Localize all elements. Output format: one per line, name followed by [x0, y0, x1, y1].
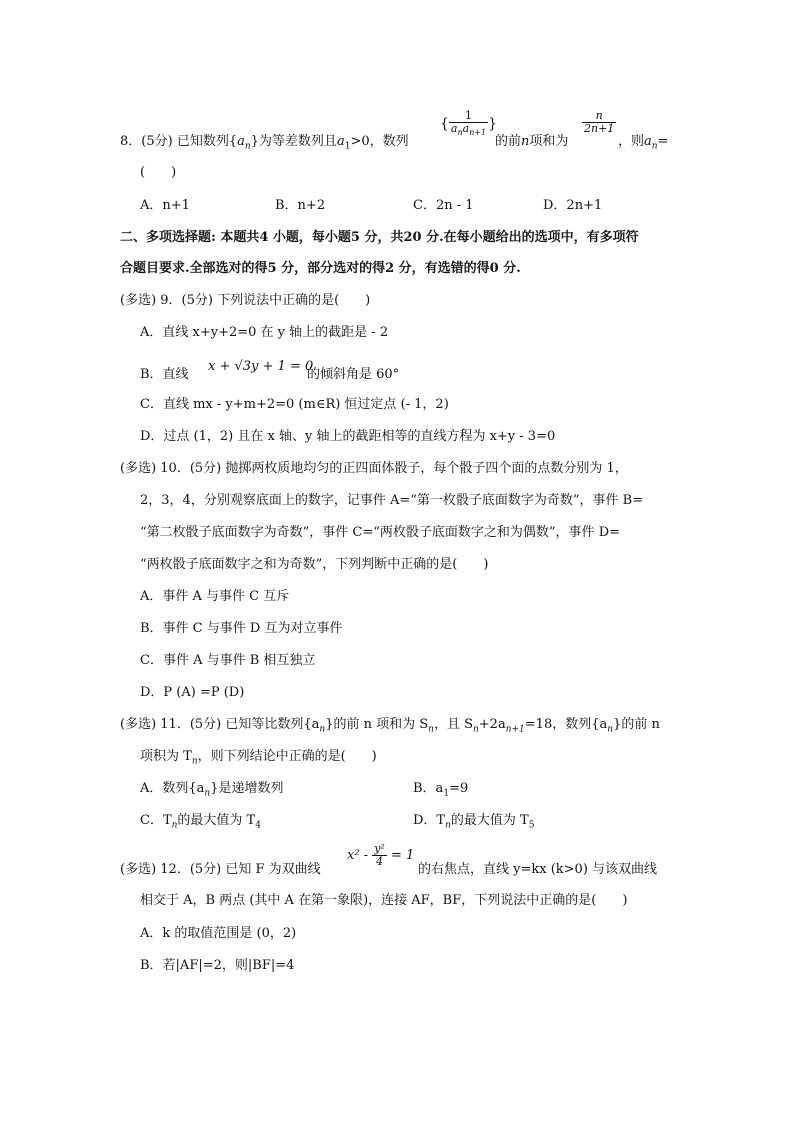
q10-line3-text: “第二枚骰子底面数字为奇数”，事件 C=“两枚骰子底面数字之和为偶数”，事件 D=	[140, 525, 621, 540]
q11-option-a[interactable]	[140, 780, 284, 803]
q9-option-b[interactable]	[140, 366, 189, 384]
q10-option-a[interactable]	[140, 588, 289, 606]
q8-option-c[interactable]	[413, 197, 474, 215]
q8-a: a	[237, 134, 245, 149]
q11-a-a: A．数列{a	[140, 781, 205, 796]
q8-an: a	[644, 134, 652, 149]
q11-b-a: B．a	[413, 781, 444, 796]
q8-frac-den-sub1: n	[457, 128, 463, 138]
q12-option-a-text: A．k 的取值范围是 (0，2)	[140, 926, 297, 941]
q10-option-b-text: B．事件 C 与事件 D 互为对立事件	[140, 621, 343, 636]
q9-stem-text: (多选) 9．(5分) 下列说法中正确的是( )	[120, 293, 371, 308]
q9-option-b-equation	[208, 358, 313, 376]
q11-c-a: C．T	[140, 813, 172, 828]
q8-text-c: >0，数列	[350, 134, 409, 149]
q8-text-a: 8．(5分) 已知数列{	[120, 134, 238, 149]
q10-option-d[interactable]	[140, 684, 244, 702]
q11-l2-b: ，则下列结论中正确的是( )	[197, 749, 377, 764]
q11-l1-e: =18，数列{a	[524, 717, 608, 732]
q10-option-a-text: A．事件 A 与事件 C 互斥	[140, 589, 290, 604]
q9-option-d[interactable]	[140, 428, 555, 446]
q8-stem-3	[618, 133, 668, 156]
q11-l1-a: (多选) 11．(5分) 已知等比数列{a	[120, 717, 320, 732]
q10-line4	[140, 556, 488, 574]
q10-option-b[interactable]	[140, 620, 342, 638]
q9-stem	[120, 292, 370, 310]
q9-option-a[interactable]	[140, 324, 388, 342]
q11-l1-d: +2a	[478, 717, 506, 732]
q10-line1	[120, 460, 628, 478]
q11-a-b: }是递增数列	[210, 781, 284, 796]
q10-line2	[140, 492, 643, 510]
q12-l2-text: 相交于 A，B 两点 (其中 A 在第一象限)，连接 AF，BF，下列说法中正确的是( )	[140, 893, 628, 908]
section2-line2	[120, 260, 521, 278]
q11-d-sub: n	[445, 820, 451, 831]
section2-line2-text: 合题目要求.全部选对的得5 分，部分选对的得2 分，有选错的得0 分.	[120, 261, 521, 276]
q8-an-sub: n	[651, 141, 658, 152]
q12-line1-b	[418, 861, 657, 879]
q8-frac-den-sub2: n+1	[469, 128, 487, 138]
q10-line2-text: 2，3，4，分别观察底面上的数字，记事件 A=“第一枚骰子底面数字为奇数”，事件 B=	[140, 493, 644, 508]
q10-option-d-text: D．P (A) =P (D)	[140, 685, 245, 700]
q11-a-sub: n	[204, 788, 211, 799]
q9-option-b-pre: B．直线	[140, 367, 189, 382]
q11-c-b: 的最大值为 T	[177, 813, 256, 828]
q12-equation	[347, 843, 414, 868]
q9-option-a-text: A．直线 x+y+2=0 在 y 轴上的截距是 - 2	[140, 325, 389, 340]
q11-l1-sub: n	[319, 724, 326, 735]
q8-text-f: ，则	[618, 134, 645, 149]
q11-b-b: =9	[449, 781, 469, 796]
q12-option-a[interactable]	[140, 925, 296, 943]
q9-option-b-math: x + √3y + 1 = 0	[208, 359, 314, 374]
q8-text-g: =	[657, 134, 669, 149]
q8-sub: n	[244, 141, 251, 152]
q11-l1-c: ，且 S	[433, 717, 473, 732]
q11-d-sub2: 5	[528, 820, 535, 831]
q8-option-d-text: D．2n+1	[543, 198, 603, 213]
q12-eq-x: x² -	[347, 848, 373, 863]
q8-sum-num: n	[582, 110, 616, 123]
q11-option-b[interactable]	[413, 780, 468, 803]
q8-stem-2	[495, 133, 568, 151]
q8-stem	[120, 133, 409, 156]
q8-a1: a	[336, 134, 345, 149]
q8-paren-text: ( )	[140, 165, 177, 180]
q11-l2-sub: n	[191, 756, 198, 767]
q8-text-b: }为等差数列且	[250, 134, 337, 149]
q11-option-c[interactable]	[140, 812, 261, 835]
q11-d-b: 的最大值为 T	[450, 813, 529, 828]
q8-option-d[interactable]	[543, 197, 602, 215]
q12-eq-rhs: = 1	[386, 848, 415, 863]
q12-line2	[140, 892, 627, 910]
q9-option-b-post	[307, 366, 399, 384]
q8-frac-block	[440, 110, 497, 139]
q8-option-b-text: B．n+2	[275, 198, 326, 213]
q11-line2	[140, 748, 377, 771]
q9-option-b-post-text: 的倾斜角是 60°	[307, 367, 400, 382]
section2-line1-text: 二、多项选择题: 本题共4 小题，每小题5 分，共20 分.在每小题给出的选项中，有多项符	[120, 230, 639, 245]
q8-text-d: 的前	[495, 134, 522, 149]
q8-option-b[interactable]	[275, 197, 325, 215]
q11-l1-sub4: n+1	[505, 724, 525, 735]
q8-sum-den: 2n+1	[584, 122, 615, 135]
q11-option-d[interactable]	[413, 812, 534, 835]
q11-l2-a: 项积为 T	[140, 749, 192, 764]
q8-paren	[140, 164, 176, 182]
q12-option-b[interactable]	[140, 957, 294, 975]
q9-option-c-text: C．直线 mx - y+m+2=0 (m∈R) 恒过定点 (- 1，2)	[140, 397, 449, 412]
q8-sum-frac	[582, 110, 616, 135]
q10-line4-text: “两枚骰子底面数字之和为奇数”，下列判断中正确的是( )	[140, 557, 489, 572]
q10-line3	[140, 524, 620, 542]
q11-l1-b: }的前 n 项和为 S	[325, 717, 429, 732]
q12-l1-a: (多选) 12．(5分) 已知 F 为双曲线	[120, 862, 321, 877]
q11-line1	[120, 716, 660, 739]
q8-sub1: 1	[344, 141, 351, 152]
q8-frac-den	[449, 123, 488, 139]
q12-line1	[120, 861, 321, 879]
q12-l1-b: 的右焦点，直线 y=kx (k>0) 与该双曲线	[418, 862, 658, 877]
q10-option-c-text: C．事件 A 与事件 B 相互独立	[140, 653, 316, 668]
q11-b-sub: 1	[443, 788, 450, 799]
q11-l1-sub5: n	[607, 724, 614, 735]
q12-eq-frac	[372, 843, 387, 868]
q10-line1-text: (多选) 10．(5分) 抛掷两枚质地均匀的正四面体骰子，每个骰子四个面的点数分别为 1，	[120, 461, 628, 476]
q8-fraction	[449, 110, 488, 139]
q8-frac-den-a2: a	[462, 122, 470, 135]
q8-frac-num: 1	[449, 110, 488, 123]
q11-d-a: D．T	[413, 813, 446, 828]
q11-c-sub: n	[171, 820, 178, 831]
q8-option-a-text: A．n+1	[140, 198, 190, 213]
q11-l1-sub3: n	[472, 724, 479, 735]
q8-option-a[interactable]	[140, 197, 190, 215]
q8-text-e: 项和为	[529, 134, 569, 149]
q8-n: n	[521, 134, 530, 149]
q8-brace-right: }	[488, 116, 498, 133]
q9-option-d-text: D．过点 (1，2) 且在 x 轴、y 轴上的截距相等的直线方程为 x+y - 3=0	[140, 429, 556, 444]
q11-c-sub2: 4	[255, 820, 261, 831]
q10-option-c[interactable]	[140, 652, 315, 670]
q12-eq-num: y²	[374, 842, 385, 855]
q12-eq-den: 4	[376, 855, 384, 868]
q12-option-b-text: B．若|AF|=2，则|BF|=4	[140, 958, 295, 973]
q8-frac-den-a: a	[450, 122, 458, 135]
q9-option-c[interactable]	[140, 396, 449, 414]
section2-line1	[120, 229, 639, 247]
q8-option-c-text: C．2n - 1	[413, 198, 474, 213]
q8-sum-fraction	[582, 110, 616, 135]
q11-l1-f: }的前 n	[613, 717, 660, 732]
q11-l1-sub2: n	[428, 724, 434, 735]
q8-brace-left: {	[440, 116, 449, 133]
